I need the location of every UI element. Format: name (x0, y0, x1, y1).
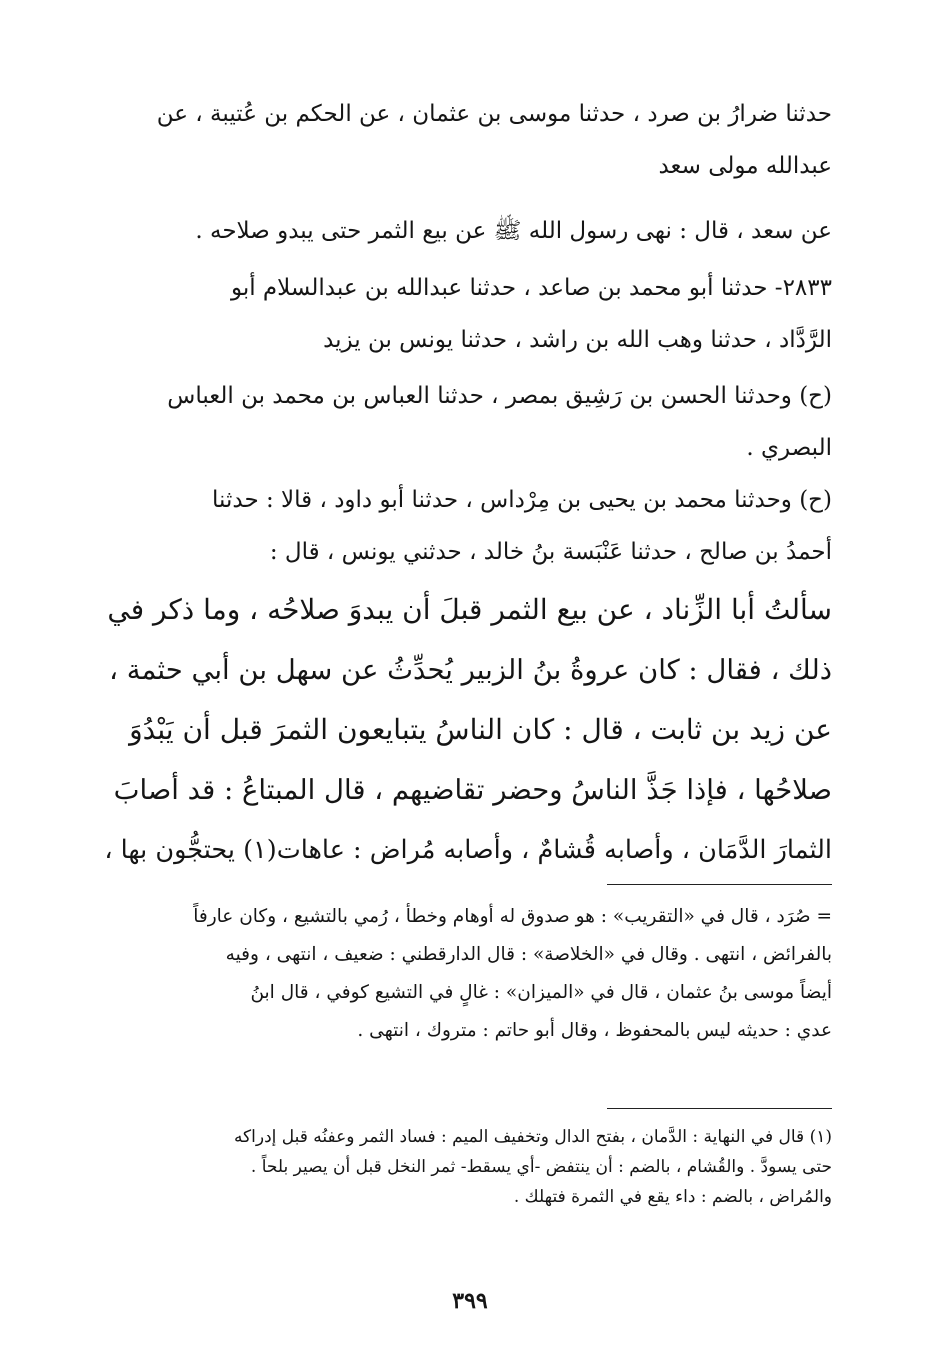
note-line: عدي : حديثه ليس بالمحفوظ ، وقال أبو حاتم : متروك ، انتهى . (357, 1020, 832, 1041)
text-line: حدثنا ضرارُ بن صرد ، حدثنا موسى بن عثمان ، عن الحكم بن عُتيبة ، عن (156, 101, 832, 127)
footnote-divider (607, 884, 832, 885)
note-line: بالفرائض ، انتهى . وقال في «الخلاصة» : قال الدارقطني : ضعيف ، انتهى ، وفيه (225, 944, 832, 965)
hadith-number-paragraph (104, 262, 832, 366)
text-line: البصري . (746, 435, 832, 461)
text-line: صلاحُها ، فإذا جَذَّ الناسُ وحضر تقاضيهم ، قال المبتاعُ : قد أصابَ (113, 774, 832, 806)
continued-note (104, 898, 832, 1050)
matn-paragraph (104, 580, 832, 880)
text-line: ٢٨٣٣- حدثنا أبو محمد بن صاعد ، حدثنا عبدالله بن عبدالسلام أبو (230, 275, 832, 301)
isnad-paragraph-1 (104, 88, 832, 192)
text-line: عن زيد بن ثابت ، قال : كان الناسُ يتبايعون الثمرَ قبل أن يَبْدُوَ (129, 713, 832, 746)
text-line: الثمارَ الدَّمَان ، وأصابه قُشامٌ ، وأصابه مُراض : عاهات(١) يحتجُّون بها ، (104, 835, 832, 865)
footnote-line: حتى يسودَّ . والقُشام ، بالضم : أن ينتفض -أي يسقط- ثمر النخل قبل أن يصير بلحاً . (250, 1157, 832, 1177)
text-line: (ح) وحدثنا محمد بن يحيى بن مِرْداس ، حدثنا أبو داود ، قالا : حدثنا (212, 487, 832, 513)
text-line: عبدالله مولى سعد (658, 153, 832, 179)
hadith-paragraph-short (104, 205, 832, 257)
footnote-line: والمُراض ، بالضم : داء يقع في الثمرة فتهلك . (513, 1187, 832, 1207)
isnad-paragraph-3 (104, 474, 832, 578)
isnad-paragraph-2 (104, 370, 832, 474)
page-number: ٣٩٩ (452, 1288, 488, 1314)
note-line: = صُرَد ، قال في «التقريب» : هو صدوق له أوهام وخطأ ، رُمي بالتشيع ، وكان عارفاً (193, 906, 832, 927)
text-line: ذلك ، فقال : كان عروةُ بنُ الزبير يُحدِّثُ عن سهل بن أبي حثمة ، (109, 654, 832, 686)
text-line: عن سعد ، قال : نهى رسول الله ﷺ عن بيع الثمر حتى يبدو صلاحه . (195, 218, 832, 244)
note-line: أيضاً موسى بنُ عثمان ، قال في «الميزان» : غالٍ في التشيع كوفي ، قال ابنُ (250, 982, 832, 1003)
text-line: الرَّدَّاد ، حدثنا وهب الله بن راشد ، حدثنا يونس بن يزيد (323, 327, 832, 353)
text-line: أحمدُ بن صالح ، حدثنا عَنْبَسة بنُ خالد ، حدثني يونس ، قال : (269, 539, 832, 565)
text-line: سألتُ أبا الزِّناد ، عن بيع الثمر قبلَ أن يبدوَ صلاحُه ، وما ذكر في (107, 593, 832, 626)
footnote-line: (١) قال في النهاية : الدَّمان ، بفتح الدال وتخفيف الميم : فساد الثمر وعفنُه قبل إدراكه (233, 1127, 832, 1147)
footnote-1 (104, 1122, 832, 1212)
text-line: (ح) وحدثنا الحسن بن رَشِيق بمصر ، حدثنا العباس بن محمد بن العباس (167, 383, 832, 409)
footnote-divider-2 (607, 1108, 832, 1109)
